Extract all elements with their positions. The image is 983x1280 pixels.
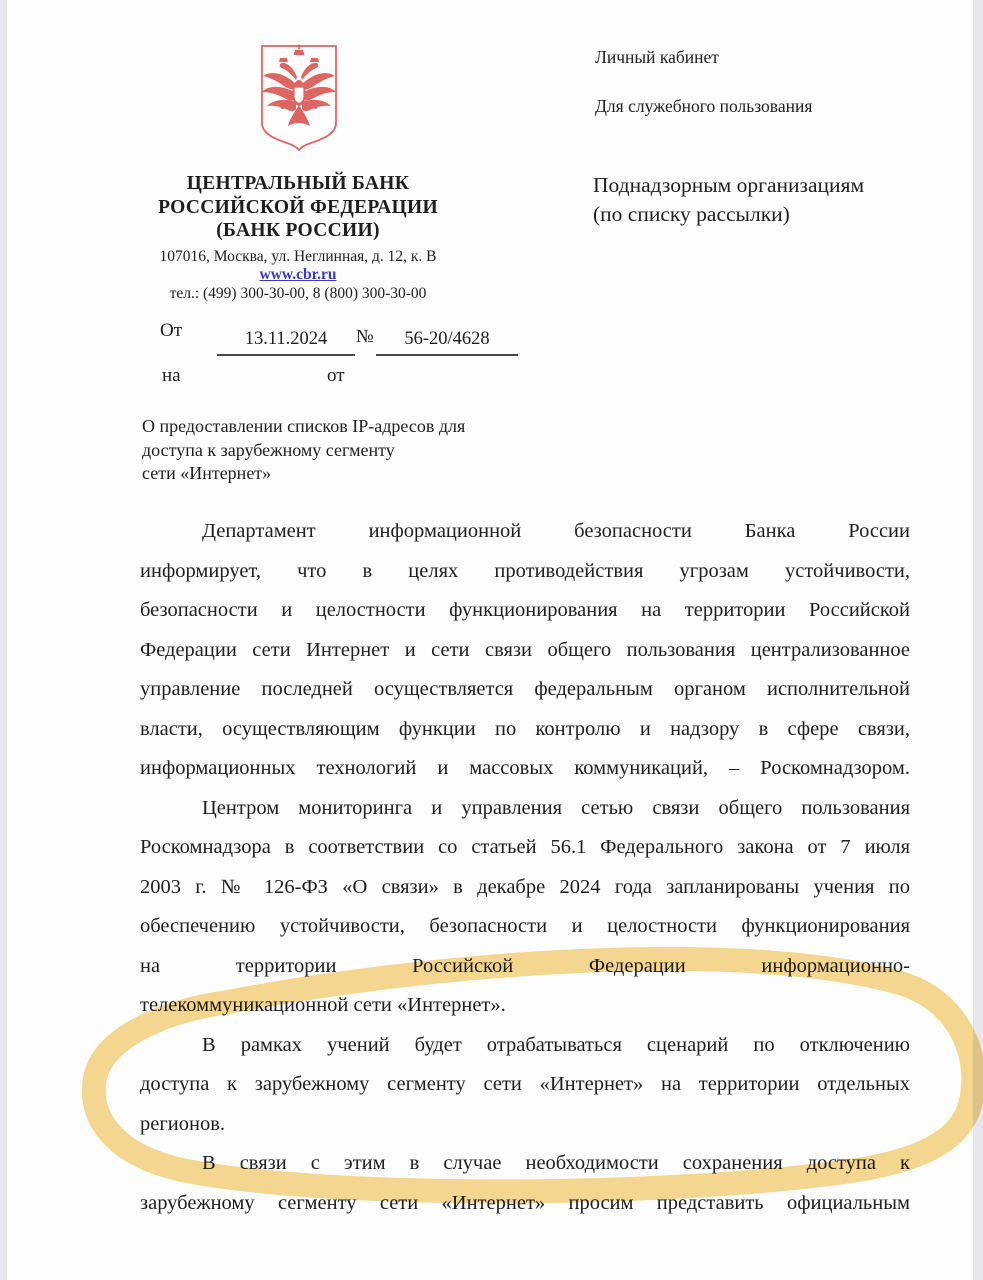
ref-number-label: № xyxy=(356,327,374,347)
body-line-highlighted: В рамках учений будет отрабатываться сценарий по отключению xyxy=(202,1033,910,1056)
body-line: информационных технологий и массовых коммуникаций, – Роскомнадзором. xyxy=(140,757,910,779)
subject-line: доступа к зарубежному сегменту xyxy=(142,439,395,460)
org-address: 107016, Москва, ул. Неглинная, д. 12, к. В xyxy=(159,248,437,265)
cbr-website-link[interactable]: www.cbr.ru xyxy=(259,266,337,283)
subject-line: О предоставлении списков IP-адресов для xyxy=(142,416,466,436)
body-line-highlighted: регионов. xyxy=(140,1112,226,1135)
letter-subject xyxy=(142,415,532,486)
org-website xyxy=(118,266,478,284)
org-name-line: (БАНК РОССИИ) xyxy=(216,220,380,241)
body-line: Федерации сети Интернет и сети связи общего пользования централизованное xyxy=(140,638,910,661)
personal-cabinet-note: Личный кабинет xyxy=(595,47,719,67)
photo-edge-left xyxy=(0,0,7,1280)
ref-from-label: От xyxy=(160,320,183,341)
letter-body xyxy=(140,512,910,1223)
addressee xyxy=(593,171,864,228)
body-line: обеспечению устойчивости, безопасности и целостности функционирования xyxy=(140,915,910,937)
org-phone: тел.: (499) 300-30-00, 8 (800) 300-30-00 xyxy=(169,285,427,302)
ref-number-value: 56-20/4628 xyxy=(376,324,518,356)
official-use-note: Для служебного пользования xyxy=(595,96,813,116)
photo-edge-right xyxy=(973,0,983,1280)
russia-coat-of-arms-icon xyxy=(255,43,343,151)
body-line: телекоммуникационной сети «Интернет». xyxy=(140,994,506,1016)
org-name xyxy=(118,172,478,243)
org-name-line: ЦЕНТРАЛЬНЫЙ БАНК xyxy=(186,173,410,194)
body-line: Центром мониторинга и управления сетью связи общего пользования xyxy=(202,796,910,819)
body-line-highlighted: доступа к зарубежному сегменту сети «Интернет» на территории отдельных xyxy=(140,1073,910,1095)
addressee-line: Поднадзорным организациям xyxy=(593,173,865,197)
body-line: безопасности и целостности функционирования на территории Российской xyxy=(140,599,910,621)
body-line: власти, осуществляющим функции по контролю и надзору в сфере связи, xyxy=(140,717,910,740)
body-line: информирует, что в целях противодействия угрозам устойчивости, xyxy=(140,559,910,582)
body-line: 2003 г. № 126-ФЗ «О связи» в декабре 2024 года запланированы учения по xyxy=(140,875,910,898)
ref-date-value: 13.11.2024 xyxy=(217,324,355,356)
body-line: управление последней осуществляется федеральным органом исполнительной xyxy=(140,678,910,700)
ref-reply-na-label: на xyxy=(162,365,181,386)
addressee-line: (по списку рассылки) xyxy=(593,201,790,226)
body-line: Департамент информационной безопасности Банка России xyxy=(202,520,910,542)
subject-line: сети «Интернет» xyxy=(142,463,272,483)
ref-reply-ot-label: от xyxy=(327,365,345,386)
body-line: зарубежному сегменту сети «Интернет» просим представить официальным xyxy=(140,1191,910,1214)
body-line: Роскомнадзора в соответствии со статьей 56.1 Федерального закона от 7 июля xyxy=(140,836,910,858)
body-line: на территории Российской Федерации информационно- xyxy=(140,954,910,977)
body-line: В связи с этим в случае необходимости сохранения доступа к xyxy=(202,1152,910,1174)
org-name-line: РОССИЙСКОЙ ФЕДЕРАЦИИ xyxy=(158,196,438,218)
